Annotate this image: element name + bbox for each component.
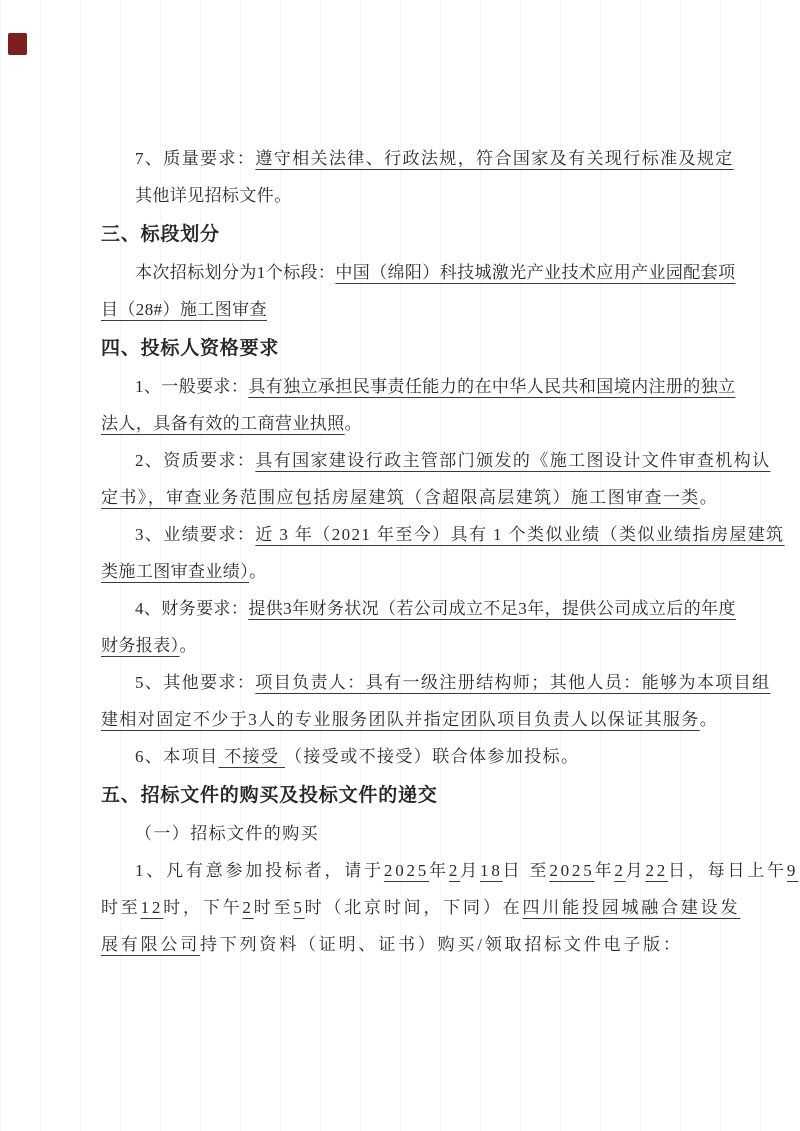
underlined-text: 具有国家建设行政主管部门颁发的《施工图设计文件审查机构认 <box>255 451 771 470</box>
plain-text: 7、质量要求： <box>135 149 256 168</box>
doc-line <box>101 516 785 553</box>
plain-text: 月 <box>460 861 481 880</box>
plain-text: 6、本项目 <box>135 747 219 766</box>
doc-line <box>101 553 727 590</box>
doc-line <box>101 627 727 664</box>
plain-text: 4、财务要求： <box>135 599 249 618</box>
plain-text: 1、一般要求： <box>135 377 249 396</box>
section-heading: 三、标段划分 <box>101 224 220 245</box>
plain-text: 3、业绩要求： <box>135 525 256 544</box>
doc-line <box>101 254 736 291</box>
plain-text: 年 <box>429 861 449 880</box>
doc-line <box>101 140 734 177</box>
plain-text: 。 <box>344 414 363 433</box>
underlined-text: 22 <box>645 861 669 880</box>
underlined-text: 5 <box>293 898 305 917</box>
doc-line <box>101 368 736 405</box>
plain-text: 持下列资料（证明、证书）购买/领取招标文件电子版： <box>200 935 683 954</box>
underlined-text: 12 <box>140 898 164 917</box>
plain-text: 5、其他要求： <box>135 673 256 692</box>
doc-line <box>101 852 799 889</box>
section-heading: 四、投标人资格要求 <box>101 338 280 359</box>
underlined-text: 财务报表） <box>101 636 180 655</box>
doc-line <box>101 664 771 701</box>
plain-text: （接受或不接受）联合体参加投标。 <box>285 747 580 766</box>
plain-text: 其他详见招标文件。 <box>135 186 292 205</box>
plain-text: 本次招标划分为1个标段： <box>135 263 336 282</box>
doc-line <box>101 405 727 442</box>
doc-line <box>101 590 736 627</box>
underlined-text: 近 3 年（2021 年至今）具有 1 个类似业绩（类似业绩指房屋建筑 <box>255 525 785 544</box>
doc-line <box>101 738 727 775</box>
doc-line <box>101 479 727 516</box>
plain-text: 时（北京时间，下同）在 <box>304 898 523 917</box>
underlined-text: 具有独立承担民事责任能力的在中华人民共和国境内注册的独立 <box>248 377 736 396</box>
underlined-text: 不接受 <box>218 747 285 766</box>
underlined-text: 18 <box>480 861 503 880</box>
plain-text: 。 <box>699 488 719 507</box>
underlined-text: 四川能投园城融合建设发 <box>522 898 741 917</box>
underlined-text: 中国（绵阳）科技城激光产业技术应用产业园配套项 <box>335 263 736 282</box>
underlined-text: 建相对固定不少于3人的专业服务团队并指定团队项目负责人以保证其服务 <box>101 710 700 729</box>
underlined-text: 遵守相关法律、行政法规，符合国家及有关现行标准及规定 <box>255 149 734 168</box>
underlined-text: 2 <box>242 898 254 917</box>
plain-text: 1、凡有意参加投标者，请于 <box>135 861 384 880</box>
plain-text: 时至 <box>253 898 294 917</box>
underlined-text: 目（28#）施工图审查 <box>101 300 267 319</box>
underlined-text: 类施工图审查业绩） <box>101 562 250 581</box>
plain-text: 日，每日上午 <box>668 861 787 880</box>
doc-line <box>101 926 727 963</box>
underlined-text: 9 <box>786 861 799 880</box>
doc-line <box>101 442 771 479</box>
plain-text: （一）招标文件的购买 <box>135 824 319 843</box>
plain-text: 2、资质要求： <box>135 451 256 470</box>
plain-text: 。 <box>179 636 197 655</box>
underlined-text: 提供3年财务状况（若公司成立不足3年，提供公司成立后的年度 <box>248 599 736 618</box>
doc-line <box>101 177 727 214</box>
doc-line <box>101 291 727 328</box>
plain-text: 时，下午 <box>163 898 243 917</box>
underlined-text: 展有限公司 <box>101 935 200 954</box>
doc-line <box>101 889 741 926</box>
plain-text: 。 <box>249 562 267 581</box>
underlined-text: 项目负责人：具有一级注册结构师；其他人员：能够为本项目组 <box>255 673 771 692</box>
underlined-text: 法人，具备有效的工商营业执照 <box>101 414 345 433</box>
plain-text: 。 <box>699 710 719 729</box>
document-body <box>101 140 799 963</box>
plain-text: 日 至 <box>502 861 550 880</box>
underlined-text: 2 <box>448 861 461 880</box>
underlined-text: 2025 <box>383 861 430 880</box>
underlined-text: 2 <box>614 861 626 880</box>
underlined-text: 定书》，审查业务范围应包括房屋建筑（含超限高层建筑）施工图审查一类 <box>101 488 700 507</box>
doc-line <box>101 701 727 738</box>
section-heading: 五、招标文件的购买及投标文件的递交 <box>101 785 438 806</box>
plain-text: 时至 <box>101 898 141 917</box>
plain-text: 月 <box>625 861 646 880</box>
red-stamp-mark <box>8 33 27 55</box>
underlined-text: 2025 <box>549 861 595 880</box>
plain-text: 年 <box>594 861 615 880</box>
doc-line <box>101 815 727 852</box>
